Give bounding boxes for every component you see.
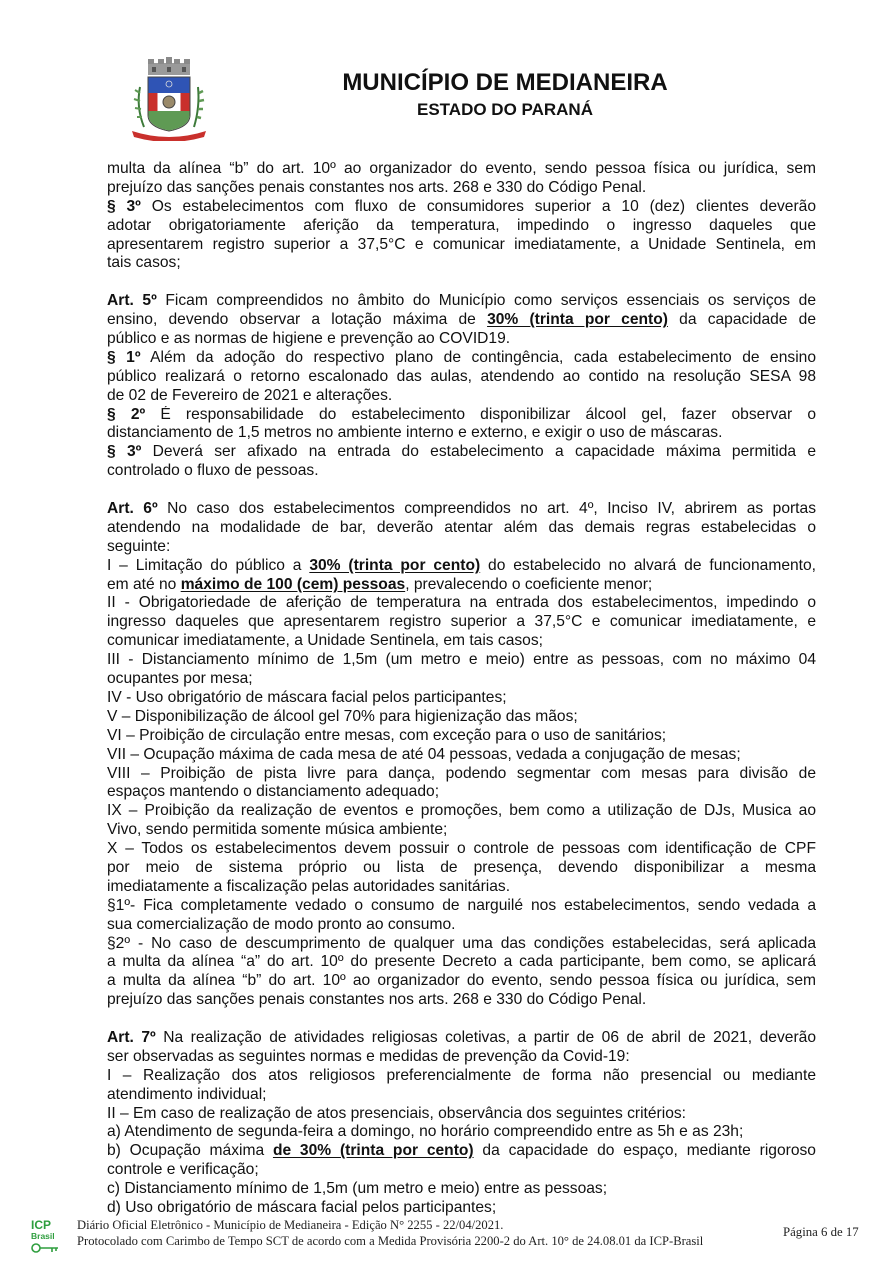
text-segment: a multa da alínea “a” do art. 10º do presente Decreto a cada participante, bem como, se aplicará xyxy=(107,953,816,971)
text-segment: comunicar imediatamente, a Unidade Sentinela, em tais casos; xyxy=(107,632,543,650)
text-line xyxy=(107,576,816,595)
brasil-logo-text: Brasil xyxy=(31,1231,55,1241)
text-segment: por meio de sistema próprio ou lista de presença, devendo disponibilizar a mesma xyxy=(107,858,816,876)
text-line xyxy=(107,670,816,689)
icp-brasil-key-icon xyxy=(30,1218,64,1258)
text-line xyxy=(107,1105,816,1124)
icp-logo-text: ICP xyxy=(31,1218,52,1232)
icp-brasil-logo xyxy=(30,1218,64,1258)
text-segment: controlado o fluxo de pessoas. xyxy=(107,462,319,480)
text-line xyxy=(107,821,816,840)
text-line xyxy=(107,538,816,557)
blank-line xyxy=(107,273,816,292)
text-segment: atendendo na modalidade de bar, deverão atentar além das demais regras estabelecidas o xyxy=(107,518,816,536)
text-segment: I – Limitação do público a xyxy=(107,556,310,574)
text-line xyxy=(107,236,816,255)
text-segment: b) Ocupação máxima xyxy=(107,1142,273,1160)
text-line xyxy=(107,727,816,746)
text-segment: Além da adoção do respectivo plano de contingência, cada estabelecimento de ensino xyxy=(140,348,816,366)
text-segment: Os estabelecimentos com fluxo de consumidores superior a 10 (dez) clientes deverão xyxy=(140,197,816,215)
text-segment: c) Distanciamento mínimo de 1,5m (um metro e meio) entre as pessoas; xyxy=(107,1180,608,1198)
text-segment: V – Disponibilização de álcool gel 70% para higienização das mãos; xyxy=(107,707,578,725)
text-segment: prejuízo das sanções penais constantes nos arts. 268 e 330 do Código Penal. xyxy=(107,991,647,1009)
text-line xyxy=(107,689,816,708)
text-line xyxy=(107,254,816,273)
text-segment: atendimento individual; xyxy=(107,1085,267,1103)
text-line xyxy=(107,349,816,368)
text-line xyxy=(107,708,816,727)
text-segment: do estabelecido no alvará de funcionamento, xyxy=(480,556,816,574)
text-line xyxy=(107,368,816,387)
article-label: Art. 5º xyxy=(107,292,157,310)
text-segment: Deverá ser afixado na entrada do estabelecimento a capacidade máxima permitida e xyxy=(141,443,816,461)
text-segment: No caso dos estabelecimentos compreendidos no art. 4º, Inciso IV, abrirem as portas xyxy=(157,500,816,518)
page-title: MUNICÍPIO DE MEDIANEIRA xyxy=(342,69,668,96)
text-segment: X – Todos os estabelecimentos devem possuir o controle de pessoas com identificação de CPF xyxy=(107,840,816,858)
text-line xyxy=(107,198,816,217)
text-line xyxy=(107,1048,816,1067)
article-label: § 3º xyxy=(107,443,142,461)
text-segment: II – Em caso de realização de atos presenciais, observância dos seguintes critérios: xyxy=(107,1104,687,1122)
footer-line-1: Diário Oficial Eletrônico - Município de Medianeira - Edição N° 2255 - 22/04/2021. xyxy=(77,1218,504,1232)
coat-of-arms-icon xyxy=(128,57,210,141)
text-segment: VIII – Proibição de pista livre para dança, podendo segmentar com mesas para divisão de xyxy=(107,764,816,782)
text-segment: prejuízo das sanções penais constantes nos arts. 268 e 330 do Código Penal. xyxy=(107,178,647,196)
coat-of-arms-logo xyxy=(128,57,210,141)
text-segment: II - Obrigatoriedade de aferição de temperatura na entrada dos estabelecimentos, impedindo o xyxy=(107,594,816,612)
text-segment: VII – Ocupação máxima de cada mesa de até 04 pessoas, vedada a conjugação de mesas; xyxy=(107,745,741,763)
text-segment: controle e verificação; xyxy=(107,1161,259,1179)
text-line xyxy=(107,840,816,859)
text-line xyxy=(107,1086,816,1105)
text-segment: , prevalecendo o coeficiente menor; xyxy=(405,575,653,593)
text-segment: seguinte: xyxy=(107,537,171,555)
text-segment: público e as normas de higiene e prevenção ao COVID19. xyxy=(107,330,511,348)
text-segment: I – Realização dos atos religiosos preferencialmente de forma não presencial ou mediante xyxy=(107,1066,816,1084)
text-line xyxy=(107,1199,816,1218)
page-number: Página 6 de 17 xyxy=(783,1225,859,1239)
text-line xyxy=(107,1029,816,1048)
text-line xyxy=(107,443,816,462)
text-segment: Vivo, sendo permitida somente música ambiente; xyxy=(107,821,448,839)
text-segment: de 02 de Fevereiro de 2021 e alterações. xyxy=(107,386,393,404)
text-segment: ensino, devendo observar a lotação máxima de xyxy=(107,311,488,329)
text-segment: Na realização de atividades religiosas coletivas, a partir de 06 de abril de 2021, deverão xyxy=(155,1028,816,1046)
text-segment: adotar obrigatoriamente aferição da temperatura, impedindo o ingresso daqueles que xyxy=(107,216,816,234)
text-segment: público realizará o retorno escalonado das aulas, atendendo ao contido na resolução SESA 98 xyxy=(107,367,816,385)
text-segment: espaços mantendo o distanciamento adequado; xyxy=(107,783,440,801)
text-segment: em até no xyxy=(107,575,181,593)
text-line xyxy=(107,519,816,538)
text-line xyxy=(107,160,816,179)
text-line xyxy=(107,613,816,632)
text-segment: tais casos; xyxy=(107,254,181,272)
blank-line xyxy=(107,481,816,500)
article-label: § 3º xyxy=(107,197,141,215)
text-line xyxy=(107,859,816,878)
text-line xyxy=(107,935,816,954)
page-subtitle: ESTADO DO PARANÁ xyxy=(417,100,593,119)
text-segment: §1º- Fica completamente vedado o consumo de narguilé nos estabelecimentos, sendo vedada a xyxy=(107,896,816,914)
text-line xyxy=(107,292,816,311)
text-segment: ser observadas as seguintes normas e medidas de prevenção da Covid-19: xyxy=(107,1047,630,1065)
text-line xyxy=(107,897,816,916)
text-line xyxy=(107,991,816,1010)
text-segment: da capacidade de xyxy=(667,311,816,329)
text-segment: Ficam compreendidos no âmbito do Município como serviços essenciais os serviços de xyxy=(156,292,816,310)
text-line xyxy=(107,783,816,802)
text-segment: ingresso daqueles que apresentarem registro superior a 37,5°C e comunicar imediatamente, e xyxy=(107,613,816,631)
text-line xyxy=(107,387,816,406)
text-segment: VI – Proibição de circulação entre mesas, com exceção para o uso de sanitários; xyxy=(107,726,667,744)
text-line xyxy=(107,330,816,349)
text-line xyxy=(107,651,816,670)
text-segment: da capacidade do espaço, mediante rigoroso xyxy=(473,1142,816,1160)
text-segment: apresentarem registro superior a 37,5°C e comunicar imediatamente, a Unidade Sentinela, em xyxy=(107,235,816,253)
text-line xyxy=(107,424,816,443)
text-segment: d) Uso obrigatório de máscara facial pelos participantes; xyxy=(107,1198,497,1216)
text-line xyxy=(107,953,816,972)
text-line xyxy=(107,217,816,236)
text-segment: distanciamento de 1,5 metros no ambiente interno e externo, e exigir o uso de máscaras. xyxy=(107,424,723,442)
text-segment: sua comercialização de modo pronto ao consumo. xyxy=(107,915,456,933)
text-line xyxy=(107,1161,816,1180)
text-line xyxy=(107,802,816,821)
text-segment: a) Atendimento de segunda-feira a domingo, no horário compreendido entre as 5h e as 23h; xyxy=(107,1123,744,1141)
text-line xyxy=(107,406,816,425)
text-line xyxy=(107,462,816,481)
text-segment: III - Distanciamento mínimo de 1,5m (um metro e meio) entre as pessoas, com no máximo 04 xyxy=(107,651,816,669)
emphasized-text: máximo de 100 (cem) pessoas xyxy=(180,575,406,593)
footer-line-2: Protocolado com Carimbo de Tempo SCT de acordo com a Medida Provisória 2200-2 do Art. 10° de 24.08.01 da ICP-Brasil xyxy=(77,1233,704,1248)
text-line xyxy=(107,1142,816,1161)
text-segment: multa da alínea “b” do art. 10º ao organizador do evento, sendo pessoa física ou jurídica, sem xyxy=(107,160,816,177)
text-line xyxy=(107,500,816,519)
text-line xyxy=(107,557,816,576)
text-segment: a multa da alínea “b” do art. 10º ao organizador do evento, sendo pessoa física ou jurídica, sem xyxy=(107,972,816,990)
emphasized-text: 30% (trinta por cento) xyxy=(487,311,668,329)
article-label: Art. 6º xyxy=(107,500,158,518)
text-segment: imediatamente a fiscalização pelas autoridades sanitárias. xyxy=(107,877,511,895)
document-body xyxy=(107,160,816,1218)
text-line xyxy=(107,179,816,198)
text-segment: IX – Proibição da realização de eventos e promoções, bem como a utilização de DJs, Musica ao xyxy=(107,802,816,820)
article-label: § 2º xyxy=(107,405,146,423)
text-line xyxy=(107,746,816,765)
emphasized-text: de 30% (trinta por cento) xyxy=(272,1142,474,1160)
text-line xyxy=(107,1123,816,1142)
text-line xyxy=(107,972,816,991)
emphasized-text: 30% (trinta por cento) xyxy=(309,556,481,574)
footer-publication-info xyxy=(77,1218,703,1249)
text-line xyxy=(107,765,816,784)
text-line xyxy=(107,594,816,613)
blank-line xyxy=(107,1010,816,1029)
text-segment: §2º - No caso de descumprimento de qualquer uma das condições estabelecidas, será aplicada xyxy=(107,934,816,952)
text-line xyxy=(107,632,816,651)
text-segment: ocupantes por mesa; xyxy=(107,670,253,688)
text-segment: É responsabilidade do estabelecimento disponibilizar álcool gel, fazer observar o xyxy=(145,405,816,423)
text-line xyxy=(107,311,816,330)
text-line xyxy=(107,1067,816,1086)
article-label: Art. 7º xyxy=(107,1028,156,1046)
article-label: § 1º xyxy=(107,348,141,366)
text-segment: IV - Uso obrigatório de máscara facial pelos participantes; xyxy=(107,688,507,706)
text-line xyxy=(107,878,816,897)
text-line xyxy=(107,1180,816,1199)
text-line xyxy=(107,916,816,935)
